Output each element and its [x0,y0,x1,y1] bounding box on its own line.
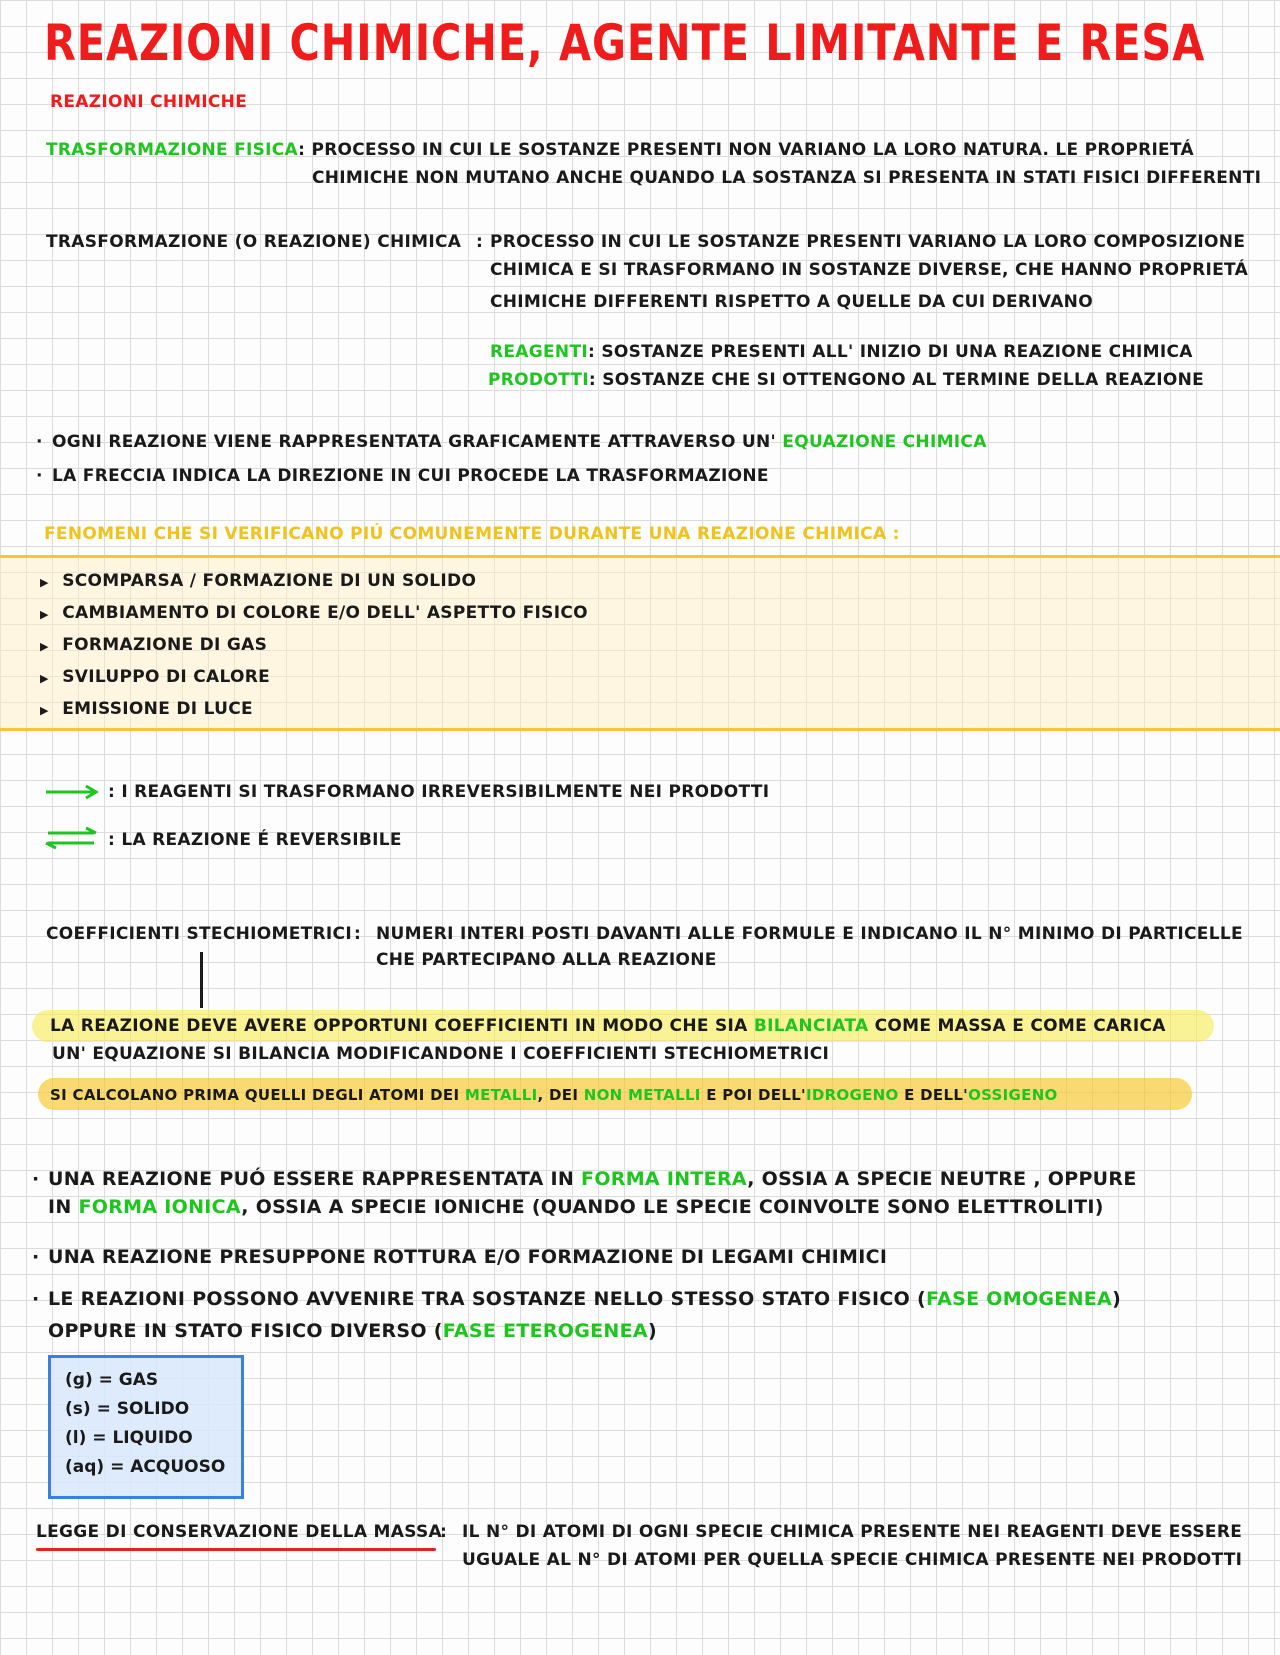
forma-intera-term: FORMA INTERA [581,1168,748,1190]
bullet-freccia [36,462,769,490]
states-list [51,1358,241,1490]
state-gas: (g) = GAS [65,1370,159,1390]
bilancio-text: LA REAZIONE DEVE AVERE OPPORTUNI COEFFICIENTI IN MODO CHE SIA [50,1016,748,1036]
fenomeni-item [40,694,588,726]
arrow-reversible-text: : LA REAZIONE É REVERSIBILE [108,830,402,850]
bullet-text: , OSSIA A SPECIE NEUTRE , OPPURE [747,1168,1137,1190]
colon: : [298,140,312,160]
fenomeni-item [40,598,588,630]
bullet-forma [32,1164,1137,1194]
fenomeni-item [40,662,588,694]
arrow-right-icon [44,782,100,802]
fase-omogenea-term: FASE OMOGENEA [926,1288,1113,1310]
metalli-term: METALLI [464,1086,538,1104]
legge-colon: : [440,1522,448,1542]
bullet-fase-cont [48,1316,657,1346]
state-solido: (s) = SOLIDO [65,1399,190,1419]
fenomeni-item-text: CAMBIAMENTO DI COLORE E/O DELL' ASPETTO FISICO [62,603,588,623]
bilancio-text: , DEI [537,1086,579,1104]
fenomeni-item [40,566,588,598]
prodotti-def: PRODOTTI: SOSTANZE CHE SI OTTENGONO AL TERMINE DELLA REAZIONE [488,370,1205,390]
legge-line2: UGUALE AL N° DI ATOMI PER QUELLA SPECIE CHIMICA PRESENTE NEI PRODOTTI [462,1550,1243,1570]
triangle-icon: ▶ [40,640,49,653]
bullet-forma-cont [48,1192,1104,1222]
connector-line [200,952,203,1008]
legge-term: LEGGE DI CONSERVAZIONE DELLA MASSA [36,1522,442,1542]
bilancio-text: E POI DELL' [706,1086,806,1104]
bilancio-line3 [50,1082,1058,1108]
state-acquoso: (aq) = ACQUOSO [65,1457,226,1477]
bullet-dot: · [36,466,43,486]
fenomeni-item [40,630,588,662]
coefficienti-term: COEFFICIENTI STECHIOMETRICI [46,924,352,944]
bullet-equazione [36,428,987,456]
fenomeni-item-text: FORMAZIONE DI GAS [62,635,268,655]
page-title: REAZIONI CHIMICHE, AGENTE LIMITANTE E RESA [44,14,1206,72]
fenomeni-item-text: SVILUPPO DI CALORE [62,667,271,687]
section-subtitle: REAZIONI CHIMICHE [50,92,248,112]
reagenti-def: REAGENTI: SOSTANZE PRESENTI ALL' INIZIO DI UNA REAZIONE CHIMICA [490,342,1193,362]
bilancio-text: COME MASSA E COME CARICA [874,1016,1166,1036]
idrogeno-term: IDROGENO [805,1086,899,1104]
triangle-icon: ▶ [40,672,49,685]
fenomeni-item-text: EMISSIONE DI LUCE [62,699,253,719]
ossigeno-term: OSSIGENO [968,1086,1058,1104]
fisica-block [46,136,1272,164]
bullet-dot: · [32,1288,40,1310]
state-liquido: (l) = LIQUIDO [65,1428,193,1448]
fisica-line1: PROCESSO IN CUI LE SOSTANZE PRESENTI NON VARIANO LA LORO NATURA. LE PROPRIETÁ [311,140,1194,160]
bullet-text: UNA REAZIONE PUÓ ESSERE RAPPRESENTATA IN [48,1168,575,1190]
prodotti-text: SOSTANZE CHE SI OTTENGONO AL TERMINE DELLA REAZIONE [602,370,1205,390]
triangle-icon: ▶ [40,576,49,589]
fenomeni-item-text: SCOMPARSA / FORMAZIONE DI UN SOLIDO [62,571,477,591]
bullet-text: LE REAZIONI POSSONO AVVENIRE TRA SOSTANZE NELLO STESSO STATO FISICO ( [48,1288,927,1310]
legge-underline [36,1548,436,1551]
arrow-irreversible-text: : I REAGENTI SI TRASFORMANO IRREVERSIBILMENTE NEI PRODOTTI [108,782,770,802]
equazione-term: EQUAZIONE CHIMICA [782,432,987,452]
bullet-text: LA FRECCIA INDICA LA DIREZIONE IN CUI PROCEDE LA TRASFORMAZIONE [52,466,769,486]
prodotti-term: PRODOTTI [488,370,589,390]
chimica-line3: CHIMICHE DIFFERENTI RISPETTO A QUELLE DA CUI DERIVANO [490,292,1093,312]
reagenti-text: SOSTANZE PRESENTI ALL' INIZIO DI UNA REAZIONE CHIMICA [601,342,1193,362]
chimica-colon: : [476,232,484,252]
bullet-fase [32,1284,1121,1314]
bilanciata-term: BILANCIATA [753,1016,869,1036]
chimica-line2: CHIMICA E SI TRASFORMANO IN SOSTANZE DIVERSE, CHE HANNO PROPRIETÁ [490,260,1249,280]
bullet-dot: · [32,1246,40,1268]
bullet-text: OPPURE IN STATO FISICO DIVERSO ( [48,1320,443,1342]
equilibrium-arrows-icon [44,826,100,850]
bullet-text: UNA REAZIONE PRESUPPONE ROTTURA E/O FORMAZIONE DI LEGAMI CHIMICI [48,1246,888,1268]
bullet-dot: · [36,432,43,452]
bullet-text: IN [48,1196,72,1218]
fase-eterogenea-term: FASE ETEROGENEA [442,1320,648,1342]
non-metalli-term: NON METALLI [583,1086,701,1104]
bullet-dot: · [32,1168,40,1190]
fenomeni-list [40,566,588,726]
fenomeni-heading: FENOMENI CHE SI VERIFICANO PIÚ COMUNEMENTE DURANTE UNA REAZIONE CHIMICA : [44,524,900,544]
states-box [48,1355,244,1499]
bilancio-line1 [50,1012,1166,1040]
fisica-line2: CHIMICHE NON MUTANO ANCHE QUANDO LA SOSTANZA SI PRESENTA IN STATI FISICI DIFFERENTI [312,168,1262,188]
bullet-legami [32,1242,887,1272]
coefficienti-colon: : [354,924,362,944]
bullet-text: ) [647,1320,657,1342]
bilancio-text: SI CALCOLANO PRIMA QUELLI DEGLI ATOMI DEI [50,1086,460,1104]
bullet-text: OGNI REAZIONE VIENE RAPPRESENTATA GRAFICAMENTE ATTRAVERSO UN' [52,432,777,452]
triangle-icon: ▶ [40,608,49,621]
fisica-term: TRASFORMAZIONE FISICA [46,140,299,160]
forma-ionica-term: FORMA IONICA [78,1196,242,1218]
bullet-text: , OSSIA A SPECIE IONICHE (QUANDO LE SPECIE COINVOLTE SONO ELETTROLITI) [241,1196,1104,1218]
chimica-term: TRASFORMAZIONE (O REAZIONE) CHIMICA [46,232,462,252]
bilancio-line2: UN' EQUAZIONE SI BILANCIA MODIFICANDONE I COEFFICIENTI STECHIOMETRICI [52,1044,830,1064]
bullet-text: ) [1112,1288,1122,1310]
reagenti-term: REAGENTI [490,342,588,362]
chimica-line1: PROCESSO IN CUI LE SOSTANZE PRESENTI VARIANO LA LORO COMPOSIZIONE [490,232,1246,252]
coefficienti-line2: CHE PARTECIPANO ALLA REAZIONE [376,950,717,970]
bilancio-text: E DELL' [904,1086,969,1104]
legge-line1: IL N° DI ATOMI DI OGNI SPECIE CHIMICA PRESENTE NEI REAGENTI DEVE ESSERE [462,1522,1243,1542]
triangle-icon: ▶ [40,704,49,717]
coefficienti-line1: NUMERI INTERI POSTI DAVANTI ALLE FORMULE E INDICANO IL N° MINIMO DI PARTICELLE [376,924,1243,944]
